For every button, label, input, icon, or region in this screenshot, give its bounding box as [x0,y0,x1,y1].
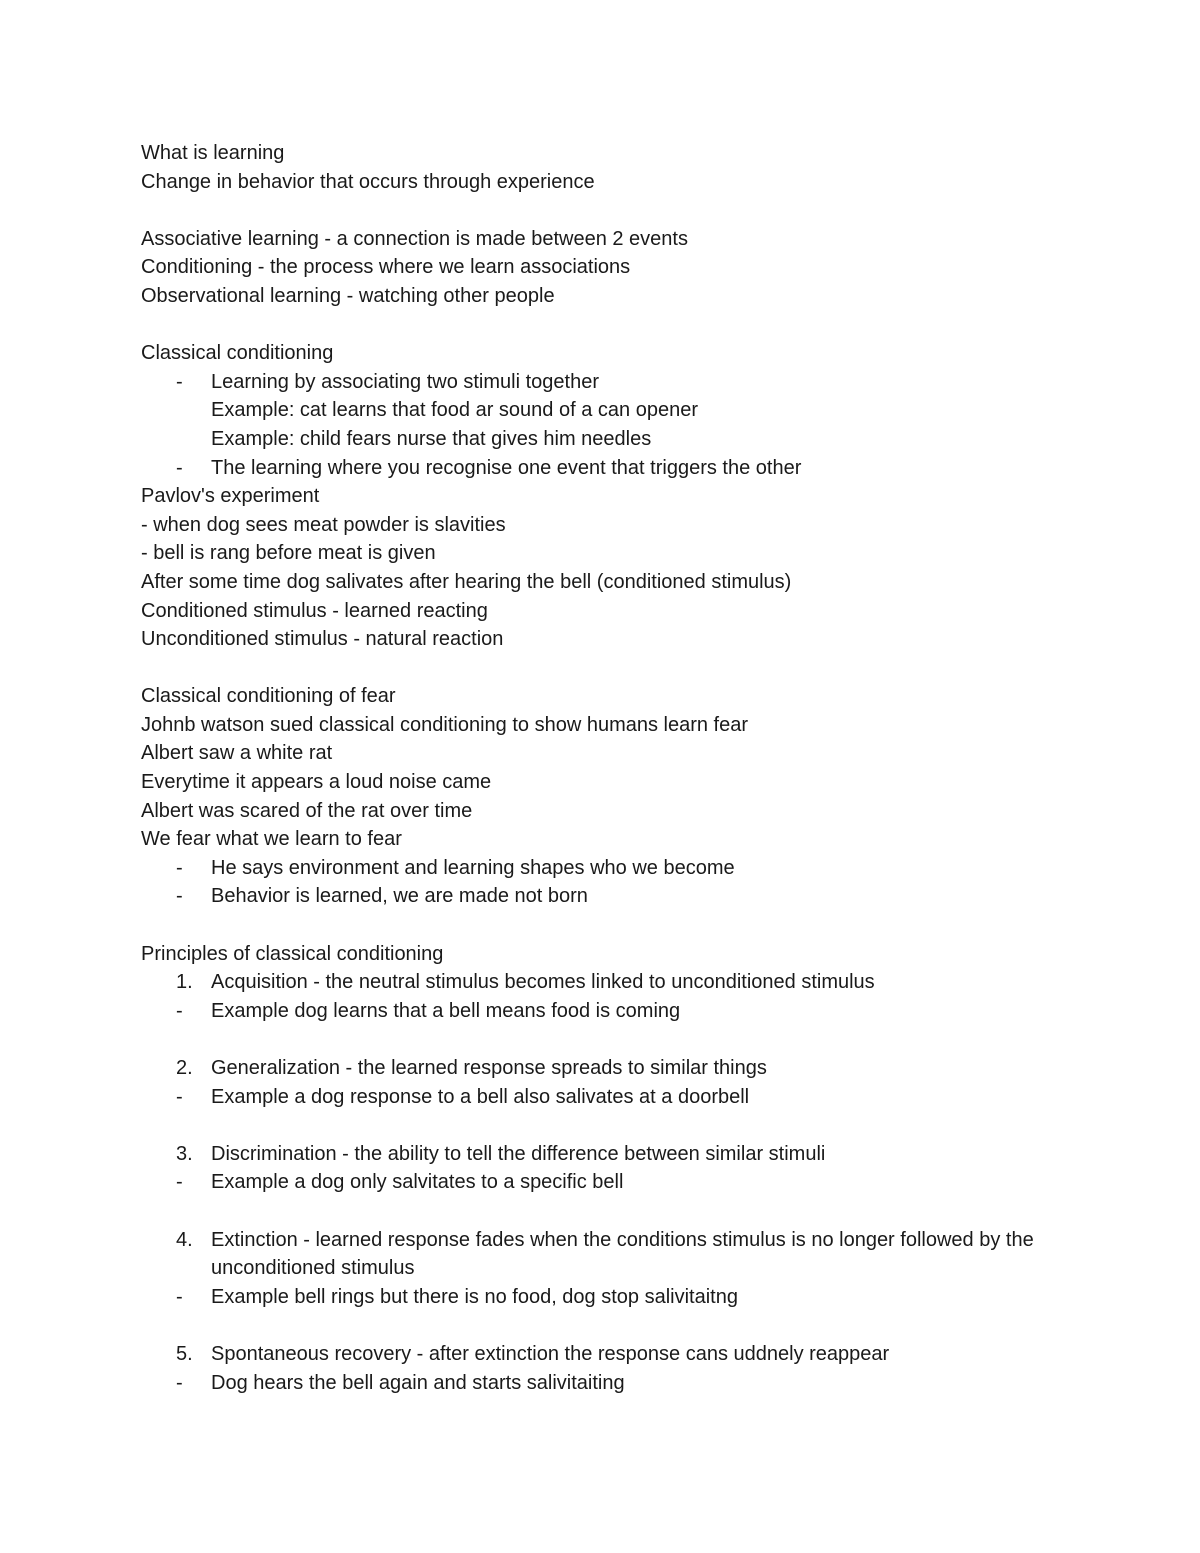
number-marker: 3. [176,1142,193,1165]
example-text: Example bell rings but there is no food, dog stop salivitaitng [211,1285,738,1308]
bullet-item [141,882,1080,911]
numbered-text: Spontaneous recovery - after extinction the response cans uddnely reappear [211,1342,890,1365]
blank-line [141,1111,1080,1140]
bullet-item [141,368,1080,397]
bullet-marker: - [176,885,183,908]
bullet-marker: - [176,456,183,479]
example-text: Dog hears the bell again and starts salivitaiting [211,1371,625,1394]
sub-example-line: Example: cat learns that food ar sound of a can opener [211,399,698,422]
dash-marker: - [176,999,183,1022]
number-marker: 1. [176,971,193,994]
paragraph-line: Pavlov's experiment [141,485,320,508]
bullet-marker: - [176,856,183,879]
bullet-text: The learning where you recognise one event that triggers the other [211,456,802,479]
paragraph-line: We fear what we learn to fear [141,828,402,851]
paragraph-line: - when dog sees meat powder is slavities [141,513,506,536]
bullet-item [141,854,1080,883]
bullet-marker: - [176,370,183,393]
section-title: Classical conditioning of fear [141,685,396,708]
blank-line [141,311,1080,340]
dash-marker: - [176,1085,183,1108]
paragraph-line: Johnb watson sued classical conditioning to show humans learn fear [141,713,749,736]
example-item [141,997,1080,1026]
paragraph-line: Unconditioned stimulus - natural reaction [141,628,504,651]
section-title: Classical conditioning [141,342,334,365]
example-text: Example a dog only salvitates to a specific bell [211,1171,624,1194]
number-marker: 5. [176,1342,193,1365]
dash-marker: - [176,1171,183,1194]
dash-marker: - [176,1371,183,1394]
paragraph-line: Conditioned stimulus - learned reacting [141,599,488,622]
example-text: Example a dog response to a bell also salivates at a doorbell [211,1085,750,1108]
blank-line [141,1311,1080,1340]
numbered-text: Extinction - learned response fades when the conditions stimulus is no longer followed by the unconditioned stimulus [211,1228,1034,1280]
blank-line [141,1025,1080,1054]
paragraph-line: Conditioning - the process where we learn associations [141,256,631,279]
number-marker: 2. [176,1057,193,1079]
paragraph-line: After some time dog salivates after hearing the bell (conditioned stimulus) [141,570,792,593]
numbered-item [141,968,1080,997]
numbered-item [141,1226,1080,1283]
example-item [141,1283,1080,1312]
blank-line [141,911,1080,940]
paragraph-line: Everytime it appears a loud noise came [141,771,492,794]
section-title: What is learning [141,142,285,164]
numbered-text: Generalization - the learned response spreads to similar things [211,1057,767,1079]
paragraph-line: - bell is rang before meat is given [141,542,436,565]
example-item [141,1168,1080,1197]
paragraph-line: Observational learning - watching other people [141,284,555,307]
dash-marker: - [176,1285,183,1308]
sub-example-line: Example: child fears nurse that gives him needles [211,427,652,450]
paragraph-line: Change in behavior that occurs through experience [141,170,595,193]
numbered-item [141,1140,1080,1169]
number-marker: 4. [176,1228,193,1251]
numbered-item [141,1054,1080,1083]
bullet-text: Learning by associating two stimuli together [211,370,599,393]
blank-line [141,196,1080,225]
numbered-text: Acquisition - the neutral stimulus becomes linked to unconditioned stimulus [211,971,875,994]
example-item [141,1369,1080,1398]
paragraph-line: Albert saw a white rat [141,742,333,765]
blank-line [141,1197,1080,1226]
section-title: Principles of classical conditioning [141,942,444,965]
numbered-text: Discrimination - the ability to tell the difference between similar stimuli [211,1142,826,1165]
bullet-text: Behavior is learned, we are made not born [211,885,588,908]
example-text: Example dog learns that a bell means food is coming [211,999,681,1022]
numbered-item [141,1340,1080,1369]
bullet-text: He says environment and learning shapes who we become [211,856,735,879]
blank-line [141,654,1080,683]
paragraph-line: Albert was scared of the rat over time [141,799,473,822]
paragraph-line: Associative learning - a connection is made between 2 events [141,227,688,250]
bullet-item [141,454,1080,483]
example-item [141,1083,1080,1112]
